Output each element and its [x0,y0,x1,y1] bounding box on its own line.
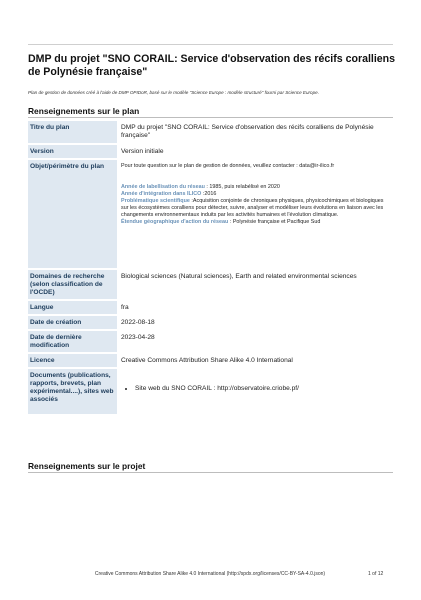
section-divider [28,472,393,473]
row-label-version: Version [28,145,117,158]
footer-license: Creative Commons Attribution Share Alike 4.0 International (http://spdx.org/licenses/CC-BY-SA-4.0.json) [94,571,326,577]
table-row [28,331,393,352]
integration-line [121,191,391,198]
row-label-langue: Langue [28,301,117,314]
row-value-langue: fra [121,304,129,311]
list-item: • Site web du SNO CORAIL : http://observatoire.criobe.pf/ [135,385,391,393]
intro-note: Plan de gestion de données créé à l'aide de DMP OPIDoR, basé sur le modèle "Science Europe : modèle structuré" fourni par Science Europe. [28,90,319,95]
page-number: 1 of 12 [368,571,384,577]
table-row [28,160,393,268]
row-value-modification: 2023-04-28 [121,334,155,341]
etendue-label: Étendue géographique d'action du réseau [121,219,229,225]
row-value-titre: DMP du projet "SNO CORAIL: Service d'observation des récifs coralliens de Polynésie française" [121,124,374,139]
document-title: DMP du projet "SNO CORAIL: Service d'observation des récifs coralliens de Polynésie française" [28,53,396,78]
row-value-documents [121,369,391,393]
header-divider [28,44,393,45]
etendue-line [121,219,391,226]
integration-label: Année d'intégration dans ILICO [121,191,202,197]
table-row [28,270,393,299]
problematique-value: :Acquisition conjointe de chroniques physiques, physicochimiques et biologiques sur les écosystèmes coralliens pour détecter, suivre, analyser et modéliser leurs évolutions en liaison avec les changements environnementaux induits par les activités humaines et l'évolution climatique. [121,198,384,218]
table-row [28,301,393,314]
section-divider [28,117,393,118]
problematique-line [121,198,391,219]
row-label-creation: Date de création [28,316,117,329]
row-value-creation: 2022-08-18 [121,319,155,326]
row-label-objet: Objet/périmètre du plan [28,160,117,268]
row-value-version: Version initiale [121,148,164,155]
table-row [28,121,393,143]
annee-label: Année de labellisation du réseau [121,184,205,190]
integration-value: :2016 [201,191,217,197]
row-label-licence: Licence [28,354,117,367]
section-heading-projet: Renseignements sur le projet [28,461,146,471]
row-value-domaines: Biological sciences (Natural sciences), Earth and related environmental sciences [121,273,357,280]
etendue-value: : Polynésie française et Pacifique Sud [228,219,321,225]
row-value-objet [121,160,391,226]
table-row [28,369,393,414]
row-label-titre: Titre du plan [28,121,117,143]
row-label-modification: Date de dernière modification [28,331,117,352]
table-row [28,354,393,367]
annee-line [121,184,391,191]
row-label-documents: Documents (publications, rapports, brevets, plan expérimental....), sites web associés [28,369,117,414]
row-label-domaines: Domaines de recherche (selon classification de l'OCDE) [28,270,117,299]
row-value-licence: Creative Commons Attribution Share Alike 4.0 International [121,357,293,364]
contact-paragraph: Pour toute question sur le plan de gestion de données, veuillez contacter : data@ir-ilico.fr [121,163,335,169]
section-heading-plan: Renseignements sur le plan [28,106,140,116]
annee-value: : 1985, puis relabélisé en 2020 [204,184,280,190]
problematique-label: Problématique scientifique [121,198,190,204]
documents-list [121,385,391,393]
table-row [28,316,393,329]
table-row [28,145,393,158]
